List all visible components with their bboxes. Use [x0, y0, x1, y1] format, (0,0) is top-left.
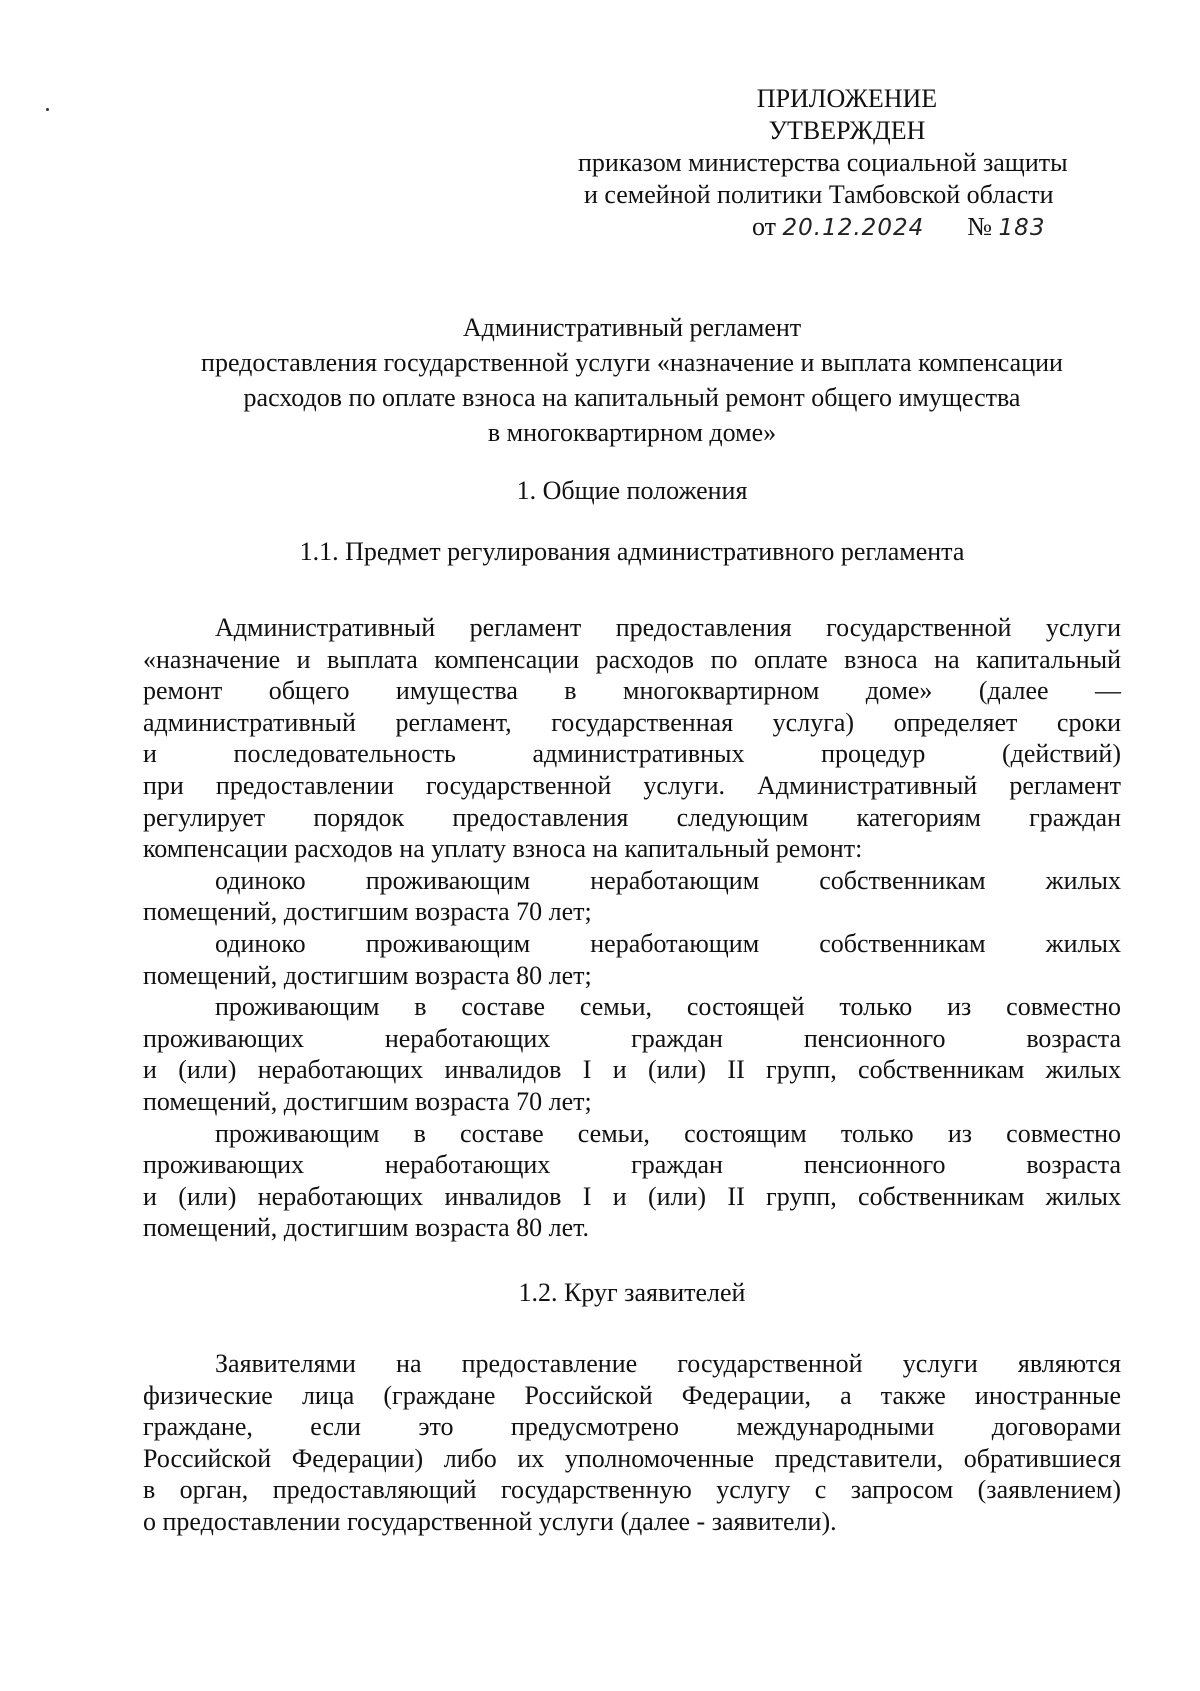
list-item-line: помещений, достигшим возраста 70 лет;	[143, 1086, 592, 1116]
list-item-line: помещений, достигшим возраста 80 лет.	[143, 1213, 590, 1243]
title-line-1: Административный регламент	[462, 313, 802, 342]
appendix-label: ПРИЛОЖЕНИЕ	[756, 84, 938, 113]
list-item-line: проживающих неработающих граждан пенсионного возраста	[143, 1150, 1121, 1180]
title-line-4: в многоквартирном доме»	[487, 418, 777, 447]
list-item-line: помещений, достигшим возраста 70 лет;	[143, 897, 592, 927]
scan-speck	[46, 108, 49, 111]
list-item-line: и (или) неработающих инвалидов I и (или) II групп, собственникам жилых	[143, 1055, 1121, 1085]
body-line: в орган, предоставляющий государственную услугу с запросом (заявлением)	[143, 1475, 1121, 1505]
title-line-2: предоставления государственной услуги «назначение и выплата компенсации	[201, 348, 1063, 377]
body-line: ремонт общего имущества в многоквартирном доме» (далее —	[143, 676, 1121, 706]
body-line: Заявителями на предоставление государственной услуги являются	[215, 1349, 1121, 1378]
order-date-line	[752, 212, 1045, 242]
order-line-2: и семейной политики Тамбовской области	[584, 180, 1054, 209]
section-1-heading: 1. Общие положения	[516, 476, 748, 505]
body-line: и последовательность административных процедур (действий)	[143, 739, 1121, 769]
document-title	[142, 310, 1122, 450]
order-line-1: приказом министерства социальной защиты	[578, 148, 1068, 177]
body-line: «назначение и выплата компенсации расходов по оплате взноса на капитальный	[143, 644, 1121, 674]
handwritten-date: 20.12.2024	[782, 215, 925, 241]
body-line: регулирует порядок предоставления следующим категориям граждан	[143, 802, 1121, 832]
list-item-line: проживающих неработающих граждан пенсионного возраста	[143, 1023, 1121, 1053]
list-item-line: и (или) неработающих инвалидов I и (или) II групп, собственникам жилых	[143, 1181, 1121, 1211]
date-prefix: от	[752, 212, 777, 241]
handwritten-number: 183	[998, 215, 1046, 241]
section-1-2-heading: 1.2. Круг заявителей	[518, 1278, 746, 1307]
body-line: физические лица (граждане Российской Федерации, а также иностранные	[143, 1380, 1121, 1410]
list-item-line: помещений, достигшим возраста 80 лет;	[143, 960, 592, 990]
list-item-line: проживающим в составе семьи, состоящей только из совместно	[215, 992, 1121, 1022]
section-1-1-body	[143, 612, 1121, 1244]
body-line: Российской Федерации) либо их уполномоченные представители, обратившиеся	[143, 1443, 1121, 1473]
list-item-line: проживающим в составе семьи, состоящим только из совместно	[215, 1118, 1121, 1148]
title-line-3: расходов по оплате взноса на капитальный ремонт общего имущества	[243, 383, 1021, 412]
approved-label: УТВЕРЖДЕН	[768, 116, 926, 145]
list-item-line: одиноко проживающим неработающим собственникам жилых	[215, 928, 1121, 958]
body-line: Административный регламент предоставления государственной услуги	[215, 613, 1121, 642]
list-item-line: одиноко проживающим неработающим собственникам жилых	[215, 865, 1121, 895]
section-1-2-body	[143, 1348, 1121, 1538]
body-line: административный регламент, государственная услуга) определяет сроки	[143, 707, 1121, 737]
body-line: при предоставлении государственной услуги. Административный регламент	[143, 770, 1121, 800]
body-line: о предоставлении государственной услуги (далее - заявители).	[143, 1506, 837, 1536]
body-line: компенсации расходов на уплату взноса на капитальный ремонт:	[143, 834, 863, 864]
body-line: граждане, если это предусмотрено международными договорами	[143, 1412, 1121, 1442]
number-prefix: №	[967, 212, 993, 241]
section-1-1-heading: 1.1. Предмет регулирования административного регламента	[299, 537, 965, 566]
